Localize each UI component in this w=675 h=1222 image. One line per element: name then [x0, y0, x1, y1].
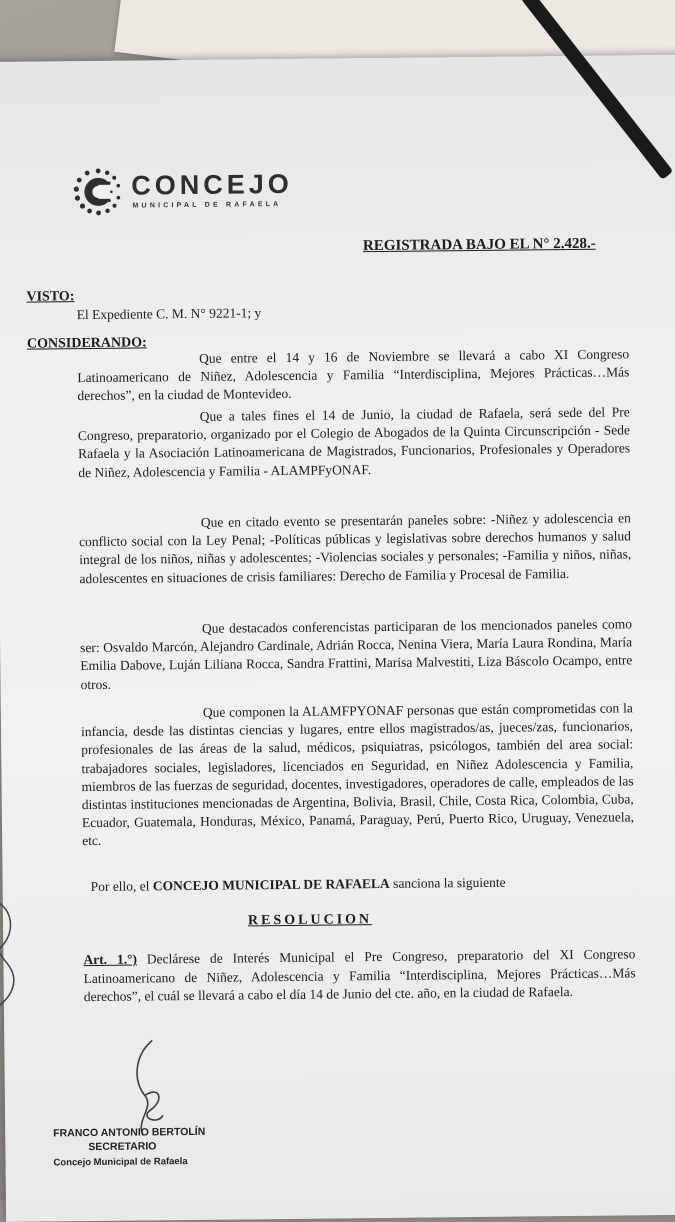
considerando-paragraph: Que en citado evento se presentarán paneles sobre: -Niñez y adolescencia en conflicto social con la Ley Penal; -Políticas públicas y legislativas sobre derechos humanos y salud integral de los niños, niñas y adolescentes; -Violencias sociales y personales; -Familia y niños, niñas, adolescentes en situaciones de crisis familiares: Derecho de Familia y Procesal de Familia. [78, 510, 632, 586]
concejo-logo-icon [73, 167, 124, 218]
article-label: Art. 1.°) [83, 951, 138, 968]
margin-ink-mark [0, 892, 24, 1012]
resolution-heading: RESOLUCION [247, 912, 373, 929]
considerando-paragraph: Que destacados conferencistas participaran de los mencionados paneles como ser: Osvaldo Marcón, Alejandro Cardinale, Adrián Rocca, Nenina Viera, María Laura Rondina, María Emilia Dabove, Luján Liliana Rocca, Sandra Frattini, Marisa Malvestiti, Liza Báscolo Ocampo, entre otros. [80, 616, 633, 692]
registration-number: REGISTRADA BAJO EL N° 2.428.- [362, 235, 596, 255]
signatory-role: SECRETARIO [88, 1140, 157, 1154]
article-1 [83, 945, 636, 1006]
letterhead-subtitle: MUNICIPAL DE RAFAELA [132, 200, 282, 210]
considerando-paragraph: Que entre el 14 y 16 de Noviembre se llevará a cabo XI Congreso Latinoamericano de Niñez, Adolescencia y Familia “Interdisciplina, Mejores Prácticas…Más derechos”, en la ciudad de Montevideo. [77, 346, 630, 404]
considerando-paragraph: Que a tales fines el 14 de Junio, la ciudad de Rafaela, será sede del Pre Congreso, preparatorio, organizado por el Colegio de Abogados de la Quinta Circunscripción - Sede Rafaela y la Asociación Latinoamericana de Magistrados, Funcionarios, Profesionales y Operadores de Niñez, Adolescencia y Familia - ALAMPFyONAF. [77, 404, 631, 480]
signatory-name: FRANCO ANTONIO BERTOLÍN [53, 1125, 206, 1140]
sanction-line: Por ello, el CONCEJO MUNICIPAL DE RAFAELA sanciona la siguiente [90, 874, 506, 895]
visto-heading: VISTO: [26, 289, 75, 305]
visto-text: El Expediente C. M. N° 9221-1; y [76, 305, 262, 323]
document-page [0, 55, 675, 1222]
signatory-organization: Concejo Municipal de Rafaela [53, 1156, 188, 1169]
article-text: Declárese de Interés Municipal el Pre Congreso, preparatorio del XI Congreso Latinoamericano de Niñez, Adolescencia y Familia “Interdisciplina, Mejores Prácticas…Más derechos”, el cuál se llevará a cabo el día 14 de Junio del cte. año, en la ciudad de Rafaela. [83, 946, 636, 1005]
letterhead-title: CONCEJO [131, 168, 293, 201]
considerando-paragraph: Que componen la ALAMFPYONAF personas que están comprometidas con la infancia, desde las distintas ciencias y lugares, entre ellos magistrados/as, jueces/zas, funcionarios, profesionales de las áreas de la salud, médicos, psiquiatras, psicólogos, también del area social: trabajadores sociales, legisladores, licenciados en Seguridad, en Niñez Adolescencia y Familia, miembros de las fuerzas de seguridad, docentes, investigadores, operadores de calle, empleados de las distintas instituciones mencionadas de Argentina, Bolivia, Brasil, Chile, Costa Rica, Colombia, Cuba, Ecuador, Guatemala, Honduras, México, Panamá, Paraguay, Perú, Puerto Rico, Uruguay, Venezuela, etc. [80, 700, 635, 849]
considerando-heading: CONSIDERANDO: [26, 335, 147, 352]
